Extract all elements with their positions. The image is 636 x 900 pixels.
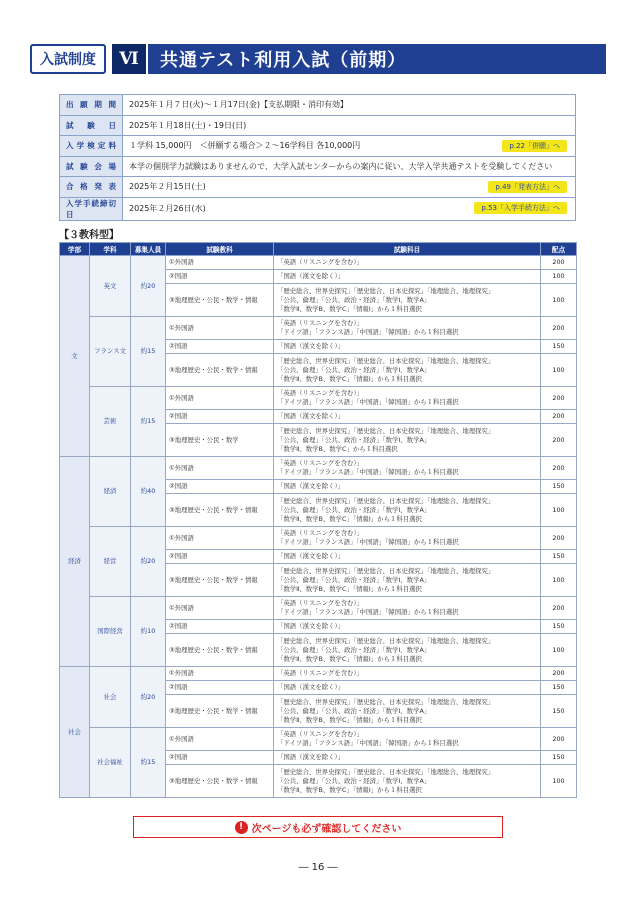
info-row (60, 115, 576, 136)
exam-subjects-cell: 「歴史総合、世界史探究」「歴史総合、日本史探究」「地理総合、地理探究」 「公共、倫理」「公共、政治・経済」「数学Ⅰ、数学A」 「数学Ⅱ、数学B、数学C」「情報Ⅰ」から１科目選択 (274, 634, 541, 667)
exam-category-cell: ③地理歴史・公民・数学・情報 (166, 284, 274, 317)
exam-category-cell: ①外国語 (166, 527, 274, 550)
exam-subjects-cell: 「歴史総合、世界史探究」「歴史総合、日本史探究」「地理総合、地理探究」 「公共、倫理」「公共、政治・経済」「数学Ⅰ、数学A」 「数学Ⅱ、数学B、数学C」「情報Ⅰ」から１科目選択 (274, 765, 541, 798)
info-row (60, 136, 576, 157)
points-cell: 150 (541, 681, 577, 695)
info-row (60, 197, 576, 220)
exam-subjects-cell: 「歴史総合、世界史探究」「歴史総合、日本史探究」「地理総合、地理探究」 「公共、倫理」「公共、政治・経済」「数学Ⅰ、数学A」 「数学Ⅱ、数学B、数学C」「情報Ⅰ」から１科目選択 (274, 284, 541, 317)
points-cell: 100 (541, 354, 577, 387)
department-cell: 経営 (90, 527, 131, 597)
exam-category-cell: ③地理歴史・公民・数学・情報 (166, 765, 274, 798)
department-cell: 社会福祉 (90, 728, 131, 798)
exam-category-cell: ③地理歴史・公民・数学・情報 (166, 634, 274, 667)
capacity-cell: 約20 (131, 667, 166, 728)
exam-subjects-cell: 「英語（リスニングを含む）」 「ドイツ語」「フランス語」「中国語」「韓国語」から１科目選択 (274, 527, 541, 550)
exam-subjects-cell: 「英語（リスニングを含む）」 「ドイツ語」「フランス語」「中国語」「韓国語」から１科目選択 (274, 387, 541, 410)
exam-category-cell: ①外国語 (166, 667, 274, 681)
info-label: 試 験 会 場 (60, 156, 123, 177)
info-label: 合 格 発 表 (60, 177, 123, 198)
page-header (30, 44, 606, 76)
faculty-cell: 社会 (60, 667, 90, 798)
table-row (60, 317, 577, 340)
info-value (123, 197, 576, 220)
department-cell: 経済 (90, 457, 131, 527)
exam-subjects-cell: 「歴史総合、世界史探究」「歴史総合、日本史探究」「地理総合、地理探究」 「公共、倫理」「公共、政治・経済」「数学Ⅰ、数学A」 「数学Ⅱ、数学B、数学C」「情報Ⅰ」から１科目選択 (274, 695, 541, 728)
department-cell: 社会 (90, 667, 131, 728)
exam-category-cell: ①外国語 (166, 457, 274, 480)
exam-category-cell: ③地理歴史・公民・数学・情報 (166, 354, 274, 387)
page-reference-button[interactable]: p.53「入学手続方法」へ (474, 202, 567, 214)
info-row (60, 95, 576, 116)
notice-box (133, 816, 503, 838)
points-cell: 100 (541, 270, 577, 284)
section-tag: 入試制度 (30, 44, 106, 74)
exam-subjects-cell: 「歴史総合、世界史探究」「歴史総合、日本史探究」「地理総合、地理探究」 「公共、倫理」「公共、政治・経済」「数学Ⅰ、数学A」 「数学Ⅱ、数学B、数学C」「情報Ⅰ」から１科目選択 (274, 564, 541, 597)
points-cell: 150 (541, 480, 577, 494)
points-cell: 200 (541, 256, 577, 270)
column-header: 募集人員 (131, 243, 166, 256)
info-row (60, 156, 576, 177)
exam-category-cell: ③地理歴史・公民・数学・情報 (166, 564, 274, 597)
page-reference-button[interactable]: p.49「発表方法」へ (488, 181, 567, 193)
exam-category-cell: ②国語 (166, 681, 274, 695)
column-header: 学科 (90, 243, 131, 256)
exam-category-cell: ②国語 (166, 410, 274, 424)
department-cell: フランス文 (90, 317, 131, 387)
column-header: 配点 (541, 243, 577, 256)
exam-subjects-cell: 「歴史総合、世界史探究」「歴史総合、日本史探究」「地理総合、地理探究」 「公共、倫理」「公共、政治・経済」「数学Ⅰ、数学A」 「数学Ⅱ、数学B、数学C」から１科目選択 (274, 424, 541, 457)
capacity-cell: 約15 (131, 387, 166, 457)
exam-subjects-cell: 「国語（漢文を除く）」 (274, 480, 541, 494)
points-cell: 200 (541, 728, 577, 751)
title-bar (112, 44, 606, 74)
table-row (60, 457, 577, 480)
points-cell: 200 (541, 667, 577, 681)
exclamation-icon: ! (235, 821, 248, 834)
table-row (60, 728, 577, 751)
info-value-text: １学科 15,000円 ＜併願する場合＞２～16学科目 各10,000円 (129, 141, 361, 151)
notice-text: 次ページも必ず確認してください (251, 823, 402, 835)
capacity-cell: 約10 (131, 597, 166, 667)
department-cell: 国際経営 (90, 597, 131, 667)
info-value-text: 2025年２月26日(水) (129, 204, 206, 213)
table-row (60, 387, 577, 410)
capacity-cell: 約15 (131, 728, 166, 798)
info-label: 入学検定料 (60, 136, 123, 157)
table-row (60, 527, 577, 550)
exam-subjects-cell: 「英語（リスニングを含む）」 「ドイツ語」「フランス語」「中国語」「韓国語」から１科目選択 (274, 728, 541, 751)
points-cell: 100 (541, 634, 577, 667)
department-cell: 芸術 (90, 387, 131, 457)
capacity-cell: 約15 (131, 317, 166, 387)
exam-category-cell: ①外国語 (166, 597, 274, 620)
column-header: 試験教科 (166, 243, 274, 256)
info-value-text: 本学の個別学力試験はありませんので、大学入試センターからの案内に従い、大学入学共通テストを受験してください (129, 161, 553, 171)
schedule-table (59, 94, 576, 221)
points-cell: 150 (541, 695, 577, 728)
table-row (60, 597, 577, 620)
exam-subjects-cell: 「国語（漢文を除く）」 (274, 270, 541, 284)
exam-subjects-cell: 「国語（漢文を除く）」 (274, 751, 541, 765)
points-cell: 100 (541, 765, 577, 798)
exam-category-cell: ①外国語 (166, 728, 274, 751)
info-label: 出 願 期 間 (60, 95, 123, 116)
info-value (123, 177, 576, 198)
exam-category-cell: ③地理歴史・公民・数学 (166, 424, 274, 457)
exam-subjects-cell: 「歴史総合、世界史探究」「歴史総合、日本史探究」「地理総合、地理探究」 「公共、倫理」「公共、政治・経済」「数学Ⅰ、数学A」 「数学Ⅱ、数学B、数学C」「情報Ⅰ」から１科目選択 (274, 354, 541, 387)
info-value-text: 2025年２月15日(土) (129, 182, 206, 192)
exam-category-cell: ③地理歴史・公民・数学・情報 (166, 695, 274, 728)
exam-category-cell: ②国語 (166, 480, 274, 494)
info-row (60, 177, 576, 198)
table-header-row (60, 243, 577, 256)
exam-subjects-table (59, 242, 577, 798)
info-label: 試 験 日 (60, 115, 123, 136)
points-cell: 100 (541, 494, 577, 527)
column-header: 学部 (60, 243, 90, 256)
page-title: 共通テスト利用入試（前期） (160, 50, 407, 71)
info-value-text: 2025年１月18日(土)・19日(日) (129, 120, 247, 130)
exam-subjects-cell: 「国語（漢文を除く）」 (274, 550, 541, 564)
points-cell: 200 (541, 410, 577, 424)
points-cell: 100 (541, 284, 577, 317)
info-label: 入学手続締切日 (60, 197, 123, 220)
page-reference-button[interactable]: p.22「併願」へ (502, 140, 567, 152)
exam-subjects-cell: 「国語（漢文を除く）」 (274, 620, 541, 634)
points-cell: 150 (541, 340, 577, 354)
exam-subjects-cell: 「英語（リスニングを含む）」 「ドイツ語」「フランス語」「中国語」「韓国語」から１科目選択 (274, 457, 541, 480)
capacity-cell: 約20 (131, 527, 166, 597)
info-value (123, 95, 576, 116)
exam-category-cell: ②国語 (166, 620, 274, 634)
exam-subjects-cell: 「国語（漢文を除く）」 (274, 681, 541, 695)
info-value (123, 136, 576, 157)
exam-category-cell: ②国語 (166, 340, 274, 354)
exam-category-cell: ②国語 (166, 550, 274, 564)
exam-subjects-cell: 「英語（リスニングを含む）」 (274, 667, 541, 681)
exam-category-cell: ①外国語 (166, 256, 274, 270)
points-cell: 150 (541, 620, 577, 634)
points-cell: 200 (541, 457, 577, 480)
faculty-cell: 経済 (60, 457, 90, 667)
exam-category-cell: ②国語 (166, 270, 274, 284)
exam-category-cell: ③地理歴史・公民・数学・情報 (166, 494, 274, 527)
exam-subjects-cell: 「英語（リスニングを含む）」 (274, 256, 541, 270)
points-cell: 200 (541, 424, 577, 457)
table-row (60, 256, 577, 270)
info-value (123, 115, 576, 136)
exam-subjects-cell: 「国語（漢文を除く）」 (274, 410, 541, 424)
points-cell: 200 (541, 387, 577, 410)
points-cell: 200 (541, 527, 577, 550)
exam-category-cell: ①外国語 (166, 387, 274, 410)
points-cell: 150 (541, 751, 577, 765)
exam-subjects-cell: 「英語（リスニングを含む）」 「ドイツ語」「フランス語」「中国語」「韓国語」から１科目選択 (274, 597, 541, 620)
info-value (123, 156, 576, 177)
faculty-cell: 文 (60, 256, 90, 457)
page-number: ― 16 ― (298, 862, 338, 873)
exam-subjects-cell: 「歴史総合、世界史探究」「歴史総合、日本史探究」「地理総合、地理探究」 「公共、倫理」「公共、政治・経済」「数学Ⅰ、数学A」 「数学Ⅱ、数学B、数学C」「情報Ⅰ」から１科目選択 (274, 494, 541, 527)
table-row (60, 667, 577, 681)
chapter-numeral: Ⅵ (112, 44, 148, 74)
points-cell: 100 (541, 564, 577, 597)
info-value-text: 2025年１月７日(火)～１月17日(金)【支払期限・消印有効】 (129, 100, 349, 110)
exam-category-cell: ①外国語 (166, 317, 274, 340)
exam-subjects-cell: 「国語（漢文を除く）」 (274, 340, 541, 354)
points-cell: 200 (541, 317, 577, 340)
points-cell: 200 (541, 597, 577, 620)
capacity-cell: 約40 (131, 457, 166, 527)
column-header: 試験科目 (274, 243, 541, 256)
exam-subjects-cell: 「英語（リスニングを含む）」 「ドイツ語」「フランス語」「中国語」「韓国語」から１科目選択 (274, 317, 541, 340)
capacity-cell: 約20 (131, 256, 166, 317)
department-cell: 英文 (90, 256, 131, 317)
exam-category-cell: ②国語 (166, 751, 274, 765)
points-cell: 150 (541, 550, 577, 564)
table-subtitle: 【３教科型】 (59, 230, 119, 241)
